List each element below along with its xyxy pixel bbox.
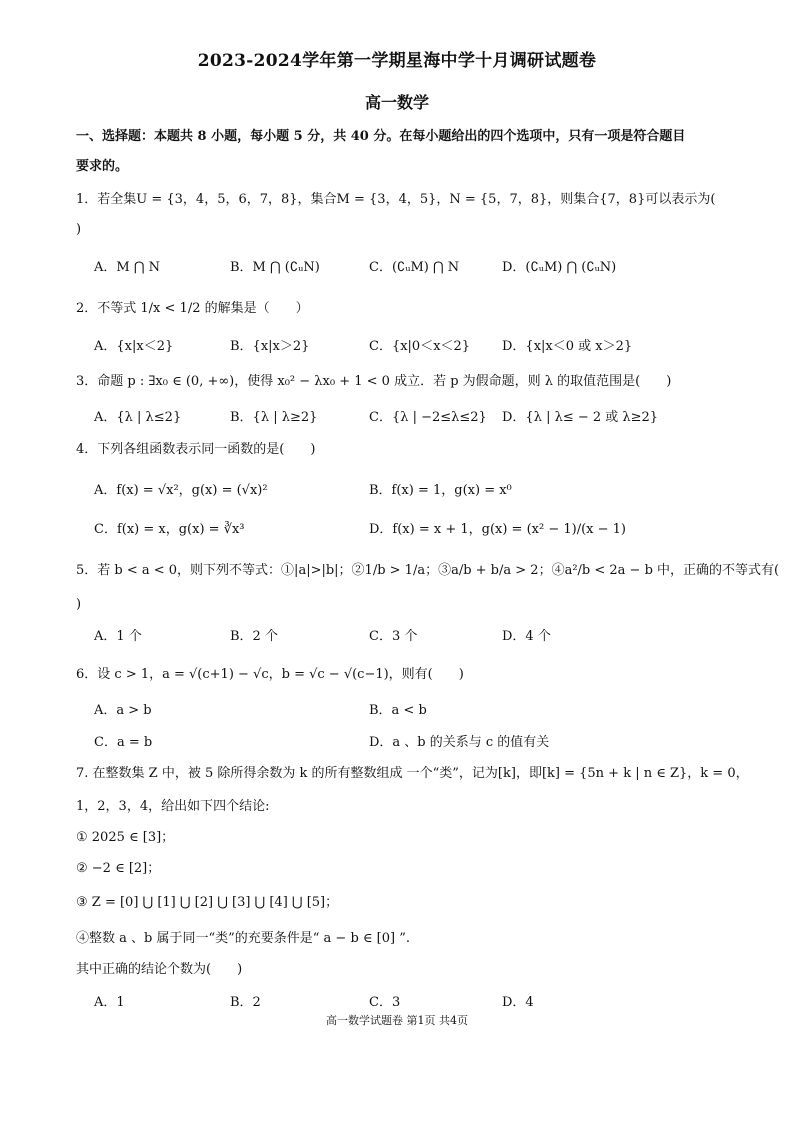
q7-option-c: C．3 xyxy=(369,995,401,1010)
q7-stem: 7. 在整数集 Z 中，被 5 除所得余数为 k 的所有整数组成 一个“类”，记为[k]，即[k] = {5n + k | n ∈ Z}，k = 0， xyxy=(76,766,749,781)
q2-option-d: D．{x|x＜0 或 x＞2} xyxy=(502,339,633,354)
q4-option-b: B．f(x) = 1，g(x) = x⁰ xyxy=(369,483,512,498)
q7-question: 其中正确的结论个数为( ) xyxy=(76,962,243,977)
q1-stem-cont: ) xyxy=(76,222,82,237)
q7-stem-cont: 1，2，3，4，给出如下四个结论: xyxy=(76,799,270,814)
q3-option-b: B．{λ | λ≥2} xyxy=(230,410,318,425)
q7-statement-2: ② −2 ∈ [2]； xyxy=(76,861,161,876)
q7-statement-3: ③ Z = [0] ⋃ [1] ⋃ [2] ⋃ [3] ⋃ [4] ⋃ [5]； xyxy=(76,895,339,910)
q7-statement-1: ① 2025 ∈ [3]； xyxy=(76,830,175,845)
q6-option-a: A．a > b xyxy=(94,703,152,718)
q6-option-c: C．a = b xyxy=(94,735,153,750)
q7-statement-4: ④整数 a 、b 属于同一“类”的充要条件是“ a − b ∈ [0] ”. xyxy=(76,931,410,946)
q2-stem: 2．不等式 1/x < 1/2 的解集是（ ） xyxy=(76,301,309,316)
q4-option-a: A．f(x) = √x²，g(x) = (√x)² xyxy=(94,483,268,498)
q6-option-b: B．a < b xyxy=(369,703,427,718)
q2-option-c: C．{x|0＜x＜2} xyxy=(369,339,471,354)
page-title: 2023-2024学年第一学期星海中学十月调研试题卷 xyxy=(197,51,597,71)
q3-option-d: D．{λ | λ≤ − 2 或 λ≥2} xyxy=(502,410,659,425)
q5-option-a: A．1 个 xyxy=(94,629,142,644)
q1-option-b: B．M ⋂ (∁ᵤN) xyxy=(230,260,320,275)
q6-stem: 6．设 c > 1，a = √(c+1) − √c，b = √c − √(c−1)，则有( ) xyxy=(76,667,464,682)
q7-option-a: A．1 xyxy=(94,995,125,1010)
q5-stem-cont: ) xyxy=(76,597,82,612)
q4-stem: 4．下列各组函数表示同一函数的是( ) xyxy=(76,442,316,457)
q3-stem: 3．命题 p : ∃x₀ ∈ (0, +∞)，使得 x₀² − λx₀ + 1 < 0 成立．若 p 为假命题，则 λ 的取值范围是( ) xyxy=(76,374,672,389)
q6-option-d: D．a 、b 的关系与 c 的值有关 xyxy=(369,735,550,750)
q5-option-c: C．3 个 xyxy=(369,629,418,644)
q4-option-c: C．f(x) = x，g(x) = ∛x³ xyxy=(94,522,245,537)
q3-option-a: A．{λ | λ≤2} xyxy=(94,410,182,425)
q1-stem: 1．若全集U = {3，4，5，6，7，8}，集合M = {3，4，5}，N = {5，7，8}，则集合{7，8}可以表示为( xyxy=(76,192,716,207)
page-footer: 高一数学试题卷 第1页 共4页 xyxy=(326,1014,468,1027)
q5-option-d: D．4 个 xyxy=(502,629,551,644)
q7-option-d: D．4 xyxy=(502,995,534,1010)
q2-option-b: B．{x|x＞2} xyxy=(230,339,310,354)
q3-option-c: C．{λ | −2≤λ≤2} xyxy=(369,410,487,425)
q5-option-b: B．2 个 xyxy=(230,629,278,644)
q7-option-b: B．2 xyxy=(230,995,261,1010)
q2-option-a: A．{x|x＜2} xyxy=(94,339,174,354)
q1-option-a: A．M ⋂ N xyxy=(94,260,161,275)
section-heading-line2: 要求的。 xyxy=(76,159,129,174)
section-heading-line1: 一、选择题：本题共 8 小题，每小题 5 分，共 40 分。在每小题给出的四个选项中，只有一项是符合题目 xyxy=(76,129,686,144)
q4-option-d: D．f(x) = x + 1，g(x) = (x² − 1)/(x − 1) xyxy=(369,522,626,537)
q5-stem: 5．若 b < a < 0，则下列不等式：①|a|>|b|；②1/b > 1/a；③a/b + b/a > 2；④a²/b < 2a − b 中，正确的不等式有( xyxy=(76,563,780,578)
page-subtitle: 高一数学 xyxy=(364,93,429,112)
q1-option-d: D．(∁ᵤM) ⋂ (∁ᵤN) xyxy=(502,260,617,275)
q1-option-c: C．(∁ᵤM) ⋂ N xyxy=(369,260,460,275)
